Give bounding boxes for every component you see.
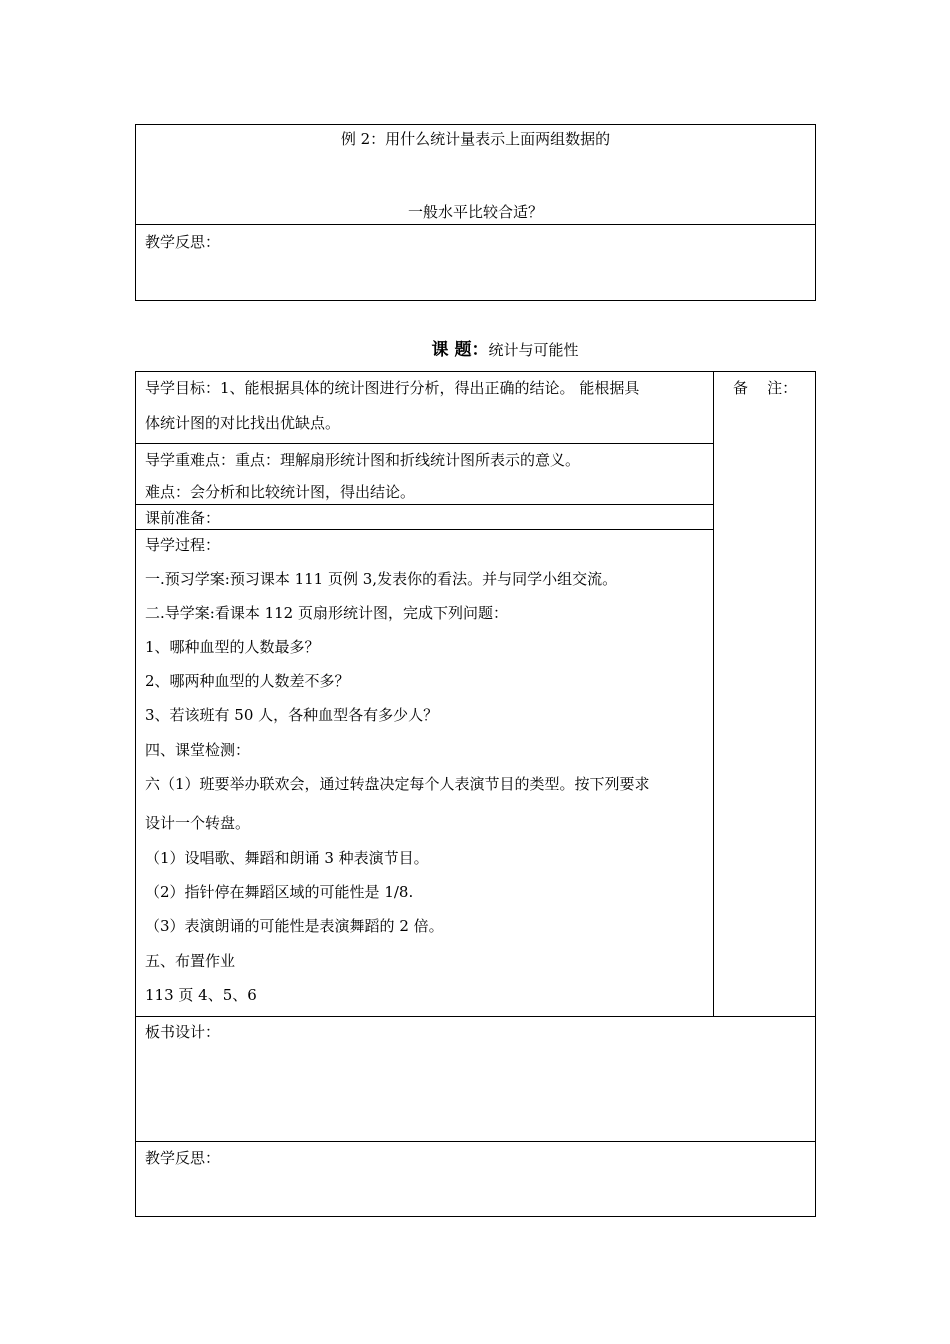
goals-line-2: 体统计图的对比找出优缺点。 (145, 414, 341, 432)
divider-goals (135, 443, 714, 444)
prep-label: 课前准备： (145, 509, 221, 527)
process-line: 四、课堂检测： (145, 741, 251, 759)
top-table-divider (135, 224, 816, 225)
goals-line-1: 导学目标：1、能根据具体的统计图进行分析，得出正确的结论。 能根据具 (145, 379, 640, 397)
divider-reflection (135, 1141, 816, 1142)
process-line: （1）设唱歌、舞蹈和朗诵 3 种表演节目。 (145, 849, 429, 867)
process-heading: 导学过程： (145, 536, 221, 554)
notes-label: 备 注： (733, 379, 798, 397)
board-design-label: 板书设计： (145, 1023, 221, 1041)
lesson-title-value: 统计与可能性 (488, 341, 579, 359)
process-line: 2、哪两种血型的人数差不多？ (145, 672, 350, 690)
process-line: 设计一个转盘。 (145, 814, 251, 832)
lesson-title-label: 课 题： (431, 340, 489, 360)
divider-board (135, 1016, 816, 1017)
lesson-reflection-label: 教学反思： (145, 1149, 221, 1167)
keypoints-line-2: 难点：会分析和比较统计图，得出结论。 (145, 483, 416, 501)
notes-column-divider (713, 371, 714, 1016)
example-line-2: 一般水平比较合适？ (407, 203, 543, 221)
top-reflection-label: 教学反思： (145, 233, 221, 251)
divider-prep (135, 529, 714, 530)
divider-keypoints (135, 504, 714, 505)
process-line: 1、哪种血型的人数最多？ (145, 638, 320, 656)
process-line: 二.导学案:看课本 112 页扇形统计图，完成下列问题： (145, 604, 508, 622)
keypoints-line-1: 导学重难点：重点：理解扇形统计图和折线统计图所表示的意义。 (145, 451, 581, 469)
process-line: 3、若该班有 50 人，各种血型各有多少人？ (145, 706, 439, 724)
process-line: （3）表演朗诵的可能性是表演舞蹈的 2 倍。 (145, 917, 444, 935)
lesson-title (0, 340, 950, 360)
process-line: （2）指针停在舞蹈区域的可能性是 1/8. (145, 883, 414, 901)
process-line: 113 页 4、5、6 (145, 986, 257, 1004)
process-line: 一.预习学案:预习课本 111 页例 3,发表你的看法。并与同学小组交流。 (145, 570, 618, 588)
process-line: 六（1）班要举办联欢会，通过转盘决定每个人表演节目的类型。按下列要求 (145, 775, 650, 793)
process-line: 五、布置作业 (145, 952, 236, 970)
example-line-1: 例 2：用什么统计量表示上面两组数据的 (340, 130, 611, 148)
